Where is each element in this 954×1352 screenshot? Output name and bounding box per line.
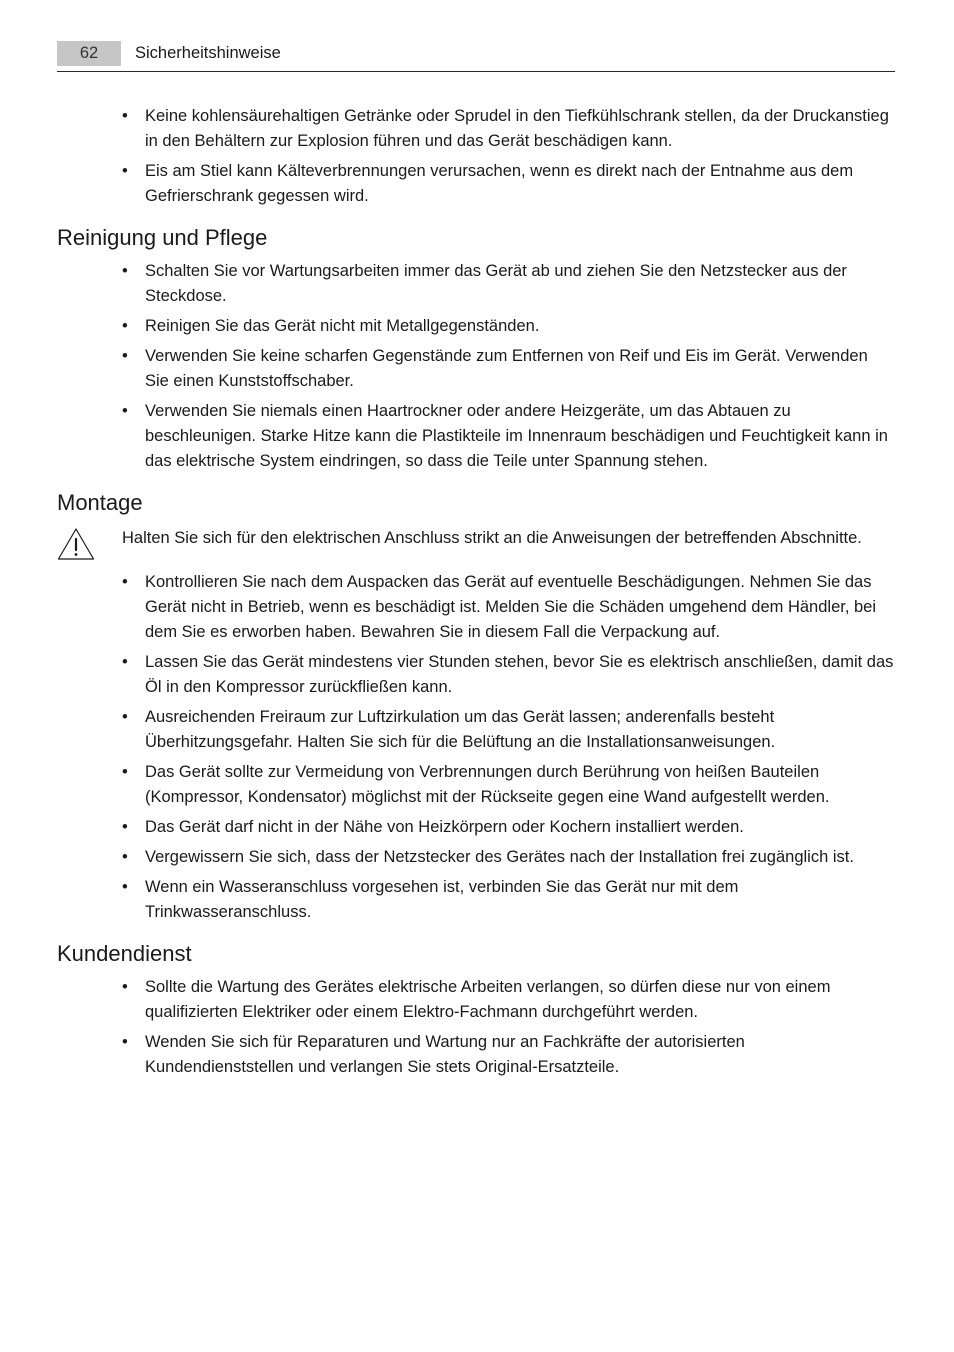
warning-text: Halten Sie sich für den elektrischen Anschluss strikt an die Anweisungen der betreffenden Abschnitte. xyxy=(122,529,862,547)
section-title: Sicherheitshinweise xyxy=(135,44,281,62)
warning-note xyxy=(57,526,895,551)
list-item-text: Wenden Sie sich für Reparaturen und Wartung nur an Fachkräfte der autorisierten Kundendienststellen und verlangen Sie stets Original-Ersatzteile. xyxy=(145,1033,745,1076)
list-item xyxy=(57,314,895,339)
intro-list xyxy=(57,104,895,209)
reinigung-list xyxy=(57,259,895,474)
page-content xyxy=(57,104,895,1085)
list-item xyxy=(57,760,895,810)
bullet-icon: • xyxy=(122,162,128,180)
heading-montage: Montage xyxy=(57,490,143,515)
list-item-text: Wenn ein Wasseranschluss vorgesehen ist, verbinden Sie das Gerät nur mit dem Trinkwasseranschluss. xyxy=(145,878,739,921)
list-item xyxy=(57,705,895,755)
list-item xyxy=(57,975,895,1025)
page-number: 62 xyxy=(57,41,121,66)
list-item-text: Reinigen Sie das Gerät nicht mit Metallgegenständen. xyxy=(145,317,540,335)
list-item-text: Kontrollieren Sie nach dem Auspacken das Gerät auf eventuelle Beschädigungen. Nehmen Sie das Gerät nicht in Betrieb, wenn es beschädigt ist. Melden Sie die Schäden umgehend dem Händler, bei dem Sie es erworben haben. Bewahren Sie in diesem Fall die Verpackung auf. xyxy=(145,573,877,641)
bullet-icon: • xyxy=(122,573,128,591)
bullet-icon: • xyxy=(122,818,128,836)
list-item-text: Eis am Stiel kann Kälteverbrennungen verursachen, wenn es direkt nach der Entnahme aus dem Gefrierschrank gegessen wird. xyxy=(145,162,854,205)
bullet-icon: • xyxy=(122,978,128,996)
warning-triangle-icon xyxy=(57,527,95,561)
bullet-icon: • xyxy=(122,317,128,335)
list-item-text: Lassen Sie das Gerät mindestens vier Stunden stehen, bevor Sie es elektrisch anschließen, damit das Öl in den Kompressor zurückfließen kann. xyxy=(145,653,894,696)
list-item-text: Schalten Sie vor Wartungsarbeiten immer das Gerät ab und ziehen Sie den Netzstecker aus der Steckdose. xyxy=(145,262,847,305)
page-header xyxy=(57,38,895,72)
list-item-text: Vergewissern Sie sich, dass der Netzstecker des Gerätes nach der Installation frei zugänglich ist. xyxy=(145,848,854,866)
list-item xyxy=(57,845,895,870)
list-item xyxy=(57,399,895,474)
list-item xyxy=(57,815,895,840)
list-item xyxy=(57,104,895,154)
bullet-icon: • xyxy=(122,1033,128,1051)
bullet-icon: • xyxy=(122,653,128,671)
montage-list xyxy=(57,570,895,925)
bullet-icon: • xyxy=(122,402,128,420)
heading-reinigung: Reinigung und Pflege xyxy=(57,225,268,250)
list-item xyxy=(57,1030,895,1080)
kundendienst-list xyxy=(57,975,895,1080)
list-item-text: Verwenden Sie niemals einen Haartrockner oder andere Heizgeräte, um das Abtauen zu beschleunigen. Starke Hitze kann die Plastikteile im Innenraum beschädigen und Feuchtigkeit kann in das elektrische System eindringen, so dass die Teile unter Spannung stehen. xyxy=(145,402,888,470)
list-item xyxy=(57,159,895,209)
list-item xyxy=(57,650,895,700)
list-item xyxy=(57,570,895,645)
bullet-icon: • xyxy=(122,262,128,280)
heading-kundendienst: Kundendienst xyxy=(57,941,192,966)
list-item-text: Das Gerät darf nicht in der Nähe von Heizkörpern oder Kochern installiert werden. xyxy=(145,818,744,836)
list-item-text: Ausreichenden Freiraum zur Luftzirkulation um das Gerät lassen; anderenfalls besteht Überhitzungsgefahr. Halten Sie sich für die Belüftung an die Installationsanweisungen. xyxy=(145,708,776,751)
list-item-text: Sollte die Wartung des Gerätes elektrische Arbeiten verlangen, so dürfen diese nur von einem qualifizierten Elektriker oder einem Elektro-Fachmann durchgeführt werden. xyxy=(145,978,831,1021)
list-item-text: Verwenden Sie keine scharfen Gegenstände zum Entfernen von Reif und Eis im Gerät. Verwenden Sie einen Kunststoffschaber. xyxy=(145,347,868,390)
bullet-icon: • xyxy=(122,708,128,726)
list-item-text: Keine kohlensäurehaltigen Getränke oder Sprudel in den Tiefkühlschrank stellen, da der Druckanstieg in den Behältern zur Explosion führen und das Gerät beschädigen kann. xyxy=(145,107,889,150)
bullet-icon: • xyxy=(122,878,128,896)
bullet-icon: • xyxy=(122,347,128,365)
list-item xyxy=(57,344,895,394)
bullet-icon: • xyxy=(122,107,128,125)
list-item-text: Das Gerät sollte zur Vermeidung von Verbrennungen durch Berührung von heißen Bauteilen (Kompressor, Kondensator) möglichst mit der Rückseite gegen eine Wand aufgestellt werden. xyxy=(145,763,830,806)
list-item xyxy=(57,259,895,309)
bullet-icon: • xyxy=(122,848,128,866)
list-item xyxy=(57,875,895,925)
bullet-icon: • xyxy=(122,763,128,781)
